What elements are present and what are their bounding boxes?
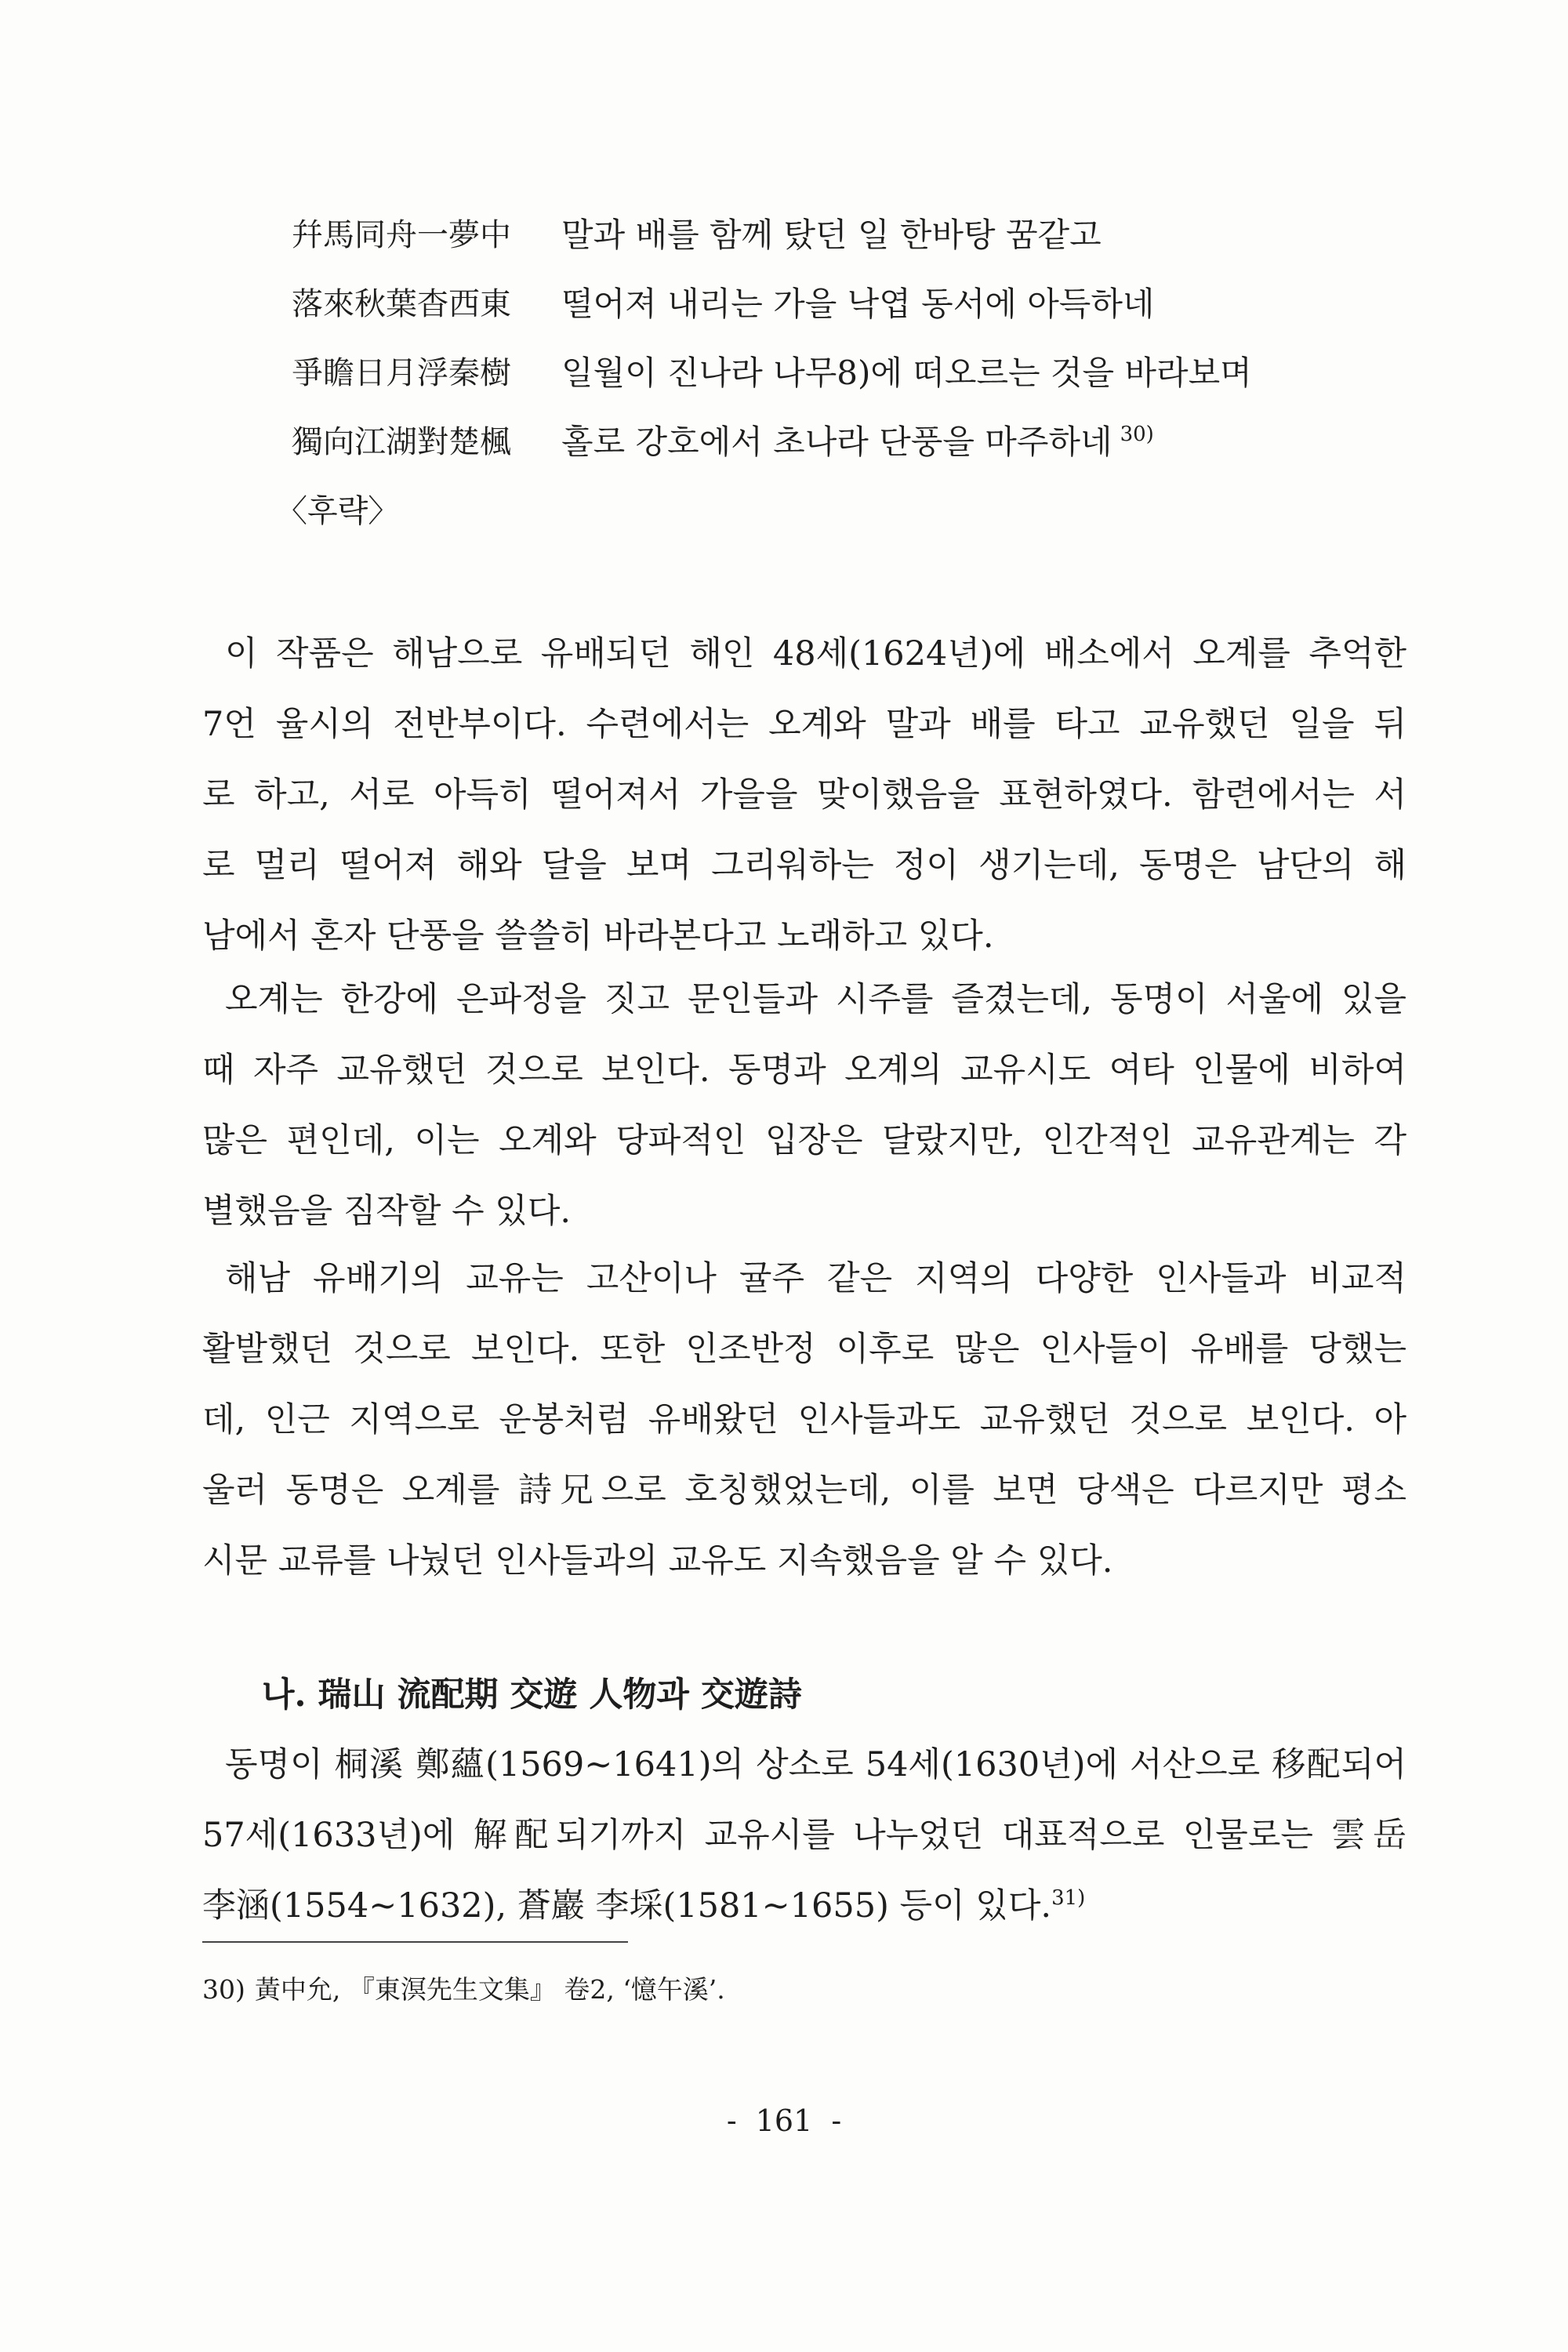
paragraph-line: 남에서 혼자 단풍을 쓸쓸히 바라본다고 노래하고 있다. [202,916,994,956]
paragraph-line: 로 멀리 떨어져 해와 달을 보며 그리워하는 정이 생기는데, 동명은 남단의 해 [202,846,1406,885]
paragraph-line-wrapper [202,1871,1406,1941]
poem-korean-translation-wrapper [561,408,1154,481]
poem-line [292,408,1389,477]
poem-line [292,339,1389,408]
poem-excerpt [276,201,1389,546]
poem-line [276,477,1389,546]
paragraph-line: 활발했던 것으로 보인다. 또한 인조반정 이후로 많은 인사들이 유배를 당했는 [202,1330,1406,1369]
poem-hanja-verse: 爭瞻日月浮秦樹 [292,355,511,391]
poem-korean-translation: 홀로 강호에서 초나라 단풍을 마주하네 [561,423,1112,461]
poem-line [292,201,1389,270]
paragraph-line: 때 자주 교유했던 것으로 보인다. 동명과 오계의 교유시도 여타 인물에 비하여 [202,1051,1406,1090]
body-paragraph [202,964,1406,1247]
paragraph-line: 시문 교류를 나눴던 인사들과의 교유도 지속했음을 알 수 있다. [202,1541,1113,1581]
body-paragraph [202,1243,1406,1596]
poem-korean-translation: 떨어져 내리는 가을 낙엽 동서에 아득하네 [561,285,1155,323]
section-heading: 나. 瑞山 流配期 交遊 人物과 交遊詩 [262,1675,802,1715]
body-paragraph [202,1730,1406,1941]
paragraph-line: 데, 인근 지역으로 운봉처럼 유배왔던 인사들과도 교유했던 것으로 보인다. 아 [202,1400,1406,1439]
paragraph-line: 7언 율시의 전반부이다. 수련에서는 오계와 말과 배를 타고 교유했던 일을 뒤 [202,705,1406,744]
footnote-ref: 30) [1120,423,1154,446]
poem-korean-translation: 일월이 진나라 나무8)에 떠오르는 것을 바라보며 [561,354,1252,392]
poem-hanja-verse: 落來秋葉杳西東 [292,286,511,322]
paragraph-line: 해남 유배기의 교유는 고산이나 귤주 같은 지역의 다양한 인사들과 비교적 [225,1259,1406,1298]
paragraph-line: 로 하고, 서로 아득히 떨어져서 가을을 맞이했음을 표현하였다. 함련에서는 서 [202,775,1406,815]
body-paragraph [202,619,1406,971]
paragraph-line: 별했음을 짐작할 수 있다. [202,1192,572,1231]
poem-line [292,270,1389,339]
footnote-marker: 30) [202,1974,245,2005]
paragraph-line: 이 작품은 해남으로 유배되던 해인 48세(1624년)에 배소에서 오계를 추억한 [225,634,1406,673]
footnote-divider [202,1941,628,1943]
poem-hanja-verse: 幷馬同舟一夢中 [292,217,511,253]
page-number: - 161 - [726,2103,842,2138]
paragraph-line: 많은 편인데, 이는 오계와 당파적인 입장은 달랐지만, 인간적인 교유관계는 각 [202,1121,1406,1160]
poem-korean-translation: 말과 배를 함께 탔던 일 한바탕 꿈같고 [561,216,1102,254]
paragraph-line: 울러 동명은 오계를 詩兄으로 호칭했었는데, 이를 보면 당색은 다르지만 평소 [202,1471,1406,1510]
paragraph-line: 57세(1633년)에 解配되기까지 교유시를 나누었던 대표적으로 인물로는 雲岳 [202,1816,1406,1855]
footnote [202,1969,725,2010]
poem-hanja-verse: 獨向江湖對楚楓 [292,424,511,460]
footnote-text: 黃中允, 『東溟先生文集』 卷2, ‘憶午溪’. [254,1974,725,2005]
paragraph-line: 오계는 한강에 은파정을 짓고 문인들과 시주를 즐겼는데, 동명이 서울에 있을 [225,980,1406,1019]
paragraph-line: 동명이 桐溪 鄭蘊(1569~1641)의 상소로 54세(1630년)에 서산으로 移配되어 [225,1745,1406,1784]
footnote-ref: 31) [1051,1886,1086,1910]
omission-mark: 〈후략〉 [276,493,400,529]
paragraph-line: 李涵(1554~1632), 蒼巖 李埰(1581~1655) 등이 있다. [202,1886,1052,1926]
